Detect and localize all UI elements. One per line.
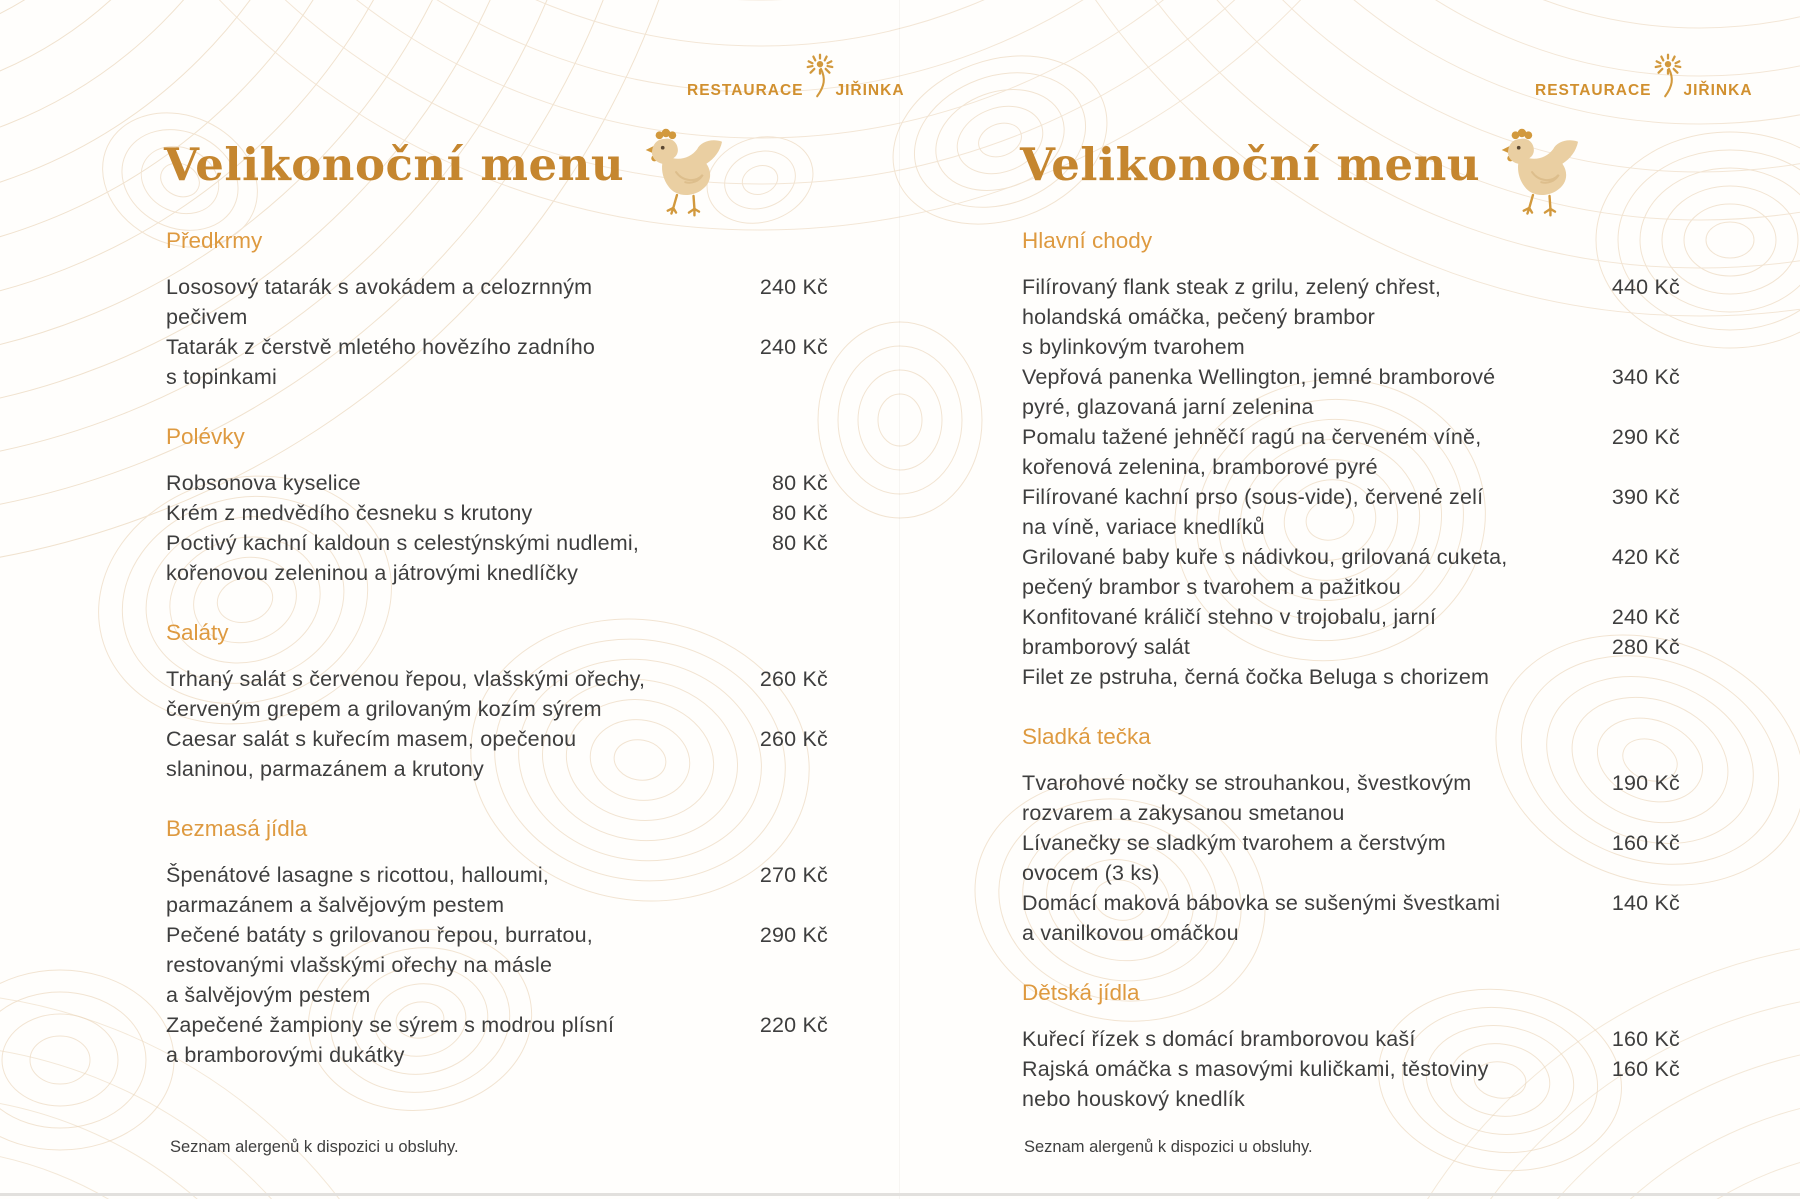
- menu-item-text: Krém z medvědího česneku s krutony: [166, 501, 533, 525]
- menu-item-row: [1022, 1024, 1680, 1054]
- menu-item-price: 290 Kč: [1611, 425, 1680, 449]
- menu-section: [1022, 978, 1680, 1114]
- section-heading: Polévky: [166, 424, 245, 449]
- menu-item-row: [166, 664, 828, 694]
- menu-item-text: a šalvějovým pestem: [166, 983, 371, 1007]
- logo-word-jirinka: JIŘINKA: [1683, 82, 1753, 99]
- menu-item-row: [166, 980, 828, 1010]
- menu-item-text: bramborový salát: [1022, 635, 1191, 659]
- menu-item-row: [166, 362, 828, 392]
- menu-item-price: 340 Kč: [1611, 365, 1680, 389]
- menu-item-text: Filet ze pstruha, černá čočka Beluga s chorizem: [1022, 665, 1490, 689]
- restaurant-logo: [1535, 52, 1753, 99]
- menu-item-row: [166, 920, 828, 950]
- menu-item-text: na víně, variace knedlíků: [1022, 515, 1265, 539]
- dahlia-flower-icon: [1651, 52, 1685, 99]
- menu-item-row: [1022, 768, 1680, 798]
- menu-item-text: nebo houskový knedlík: [1022, 1087, 1245, 1111]
- menu-item-row: [166, 860, 828, 890]
- menu-item-price: 270 Kč: [759, 863, 828, 887]
- menu-item-row: [166, 950, 828, 980]
- dahlia-flower-icon: [803, 52, 837, 99]
- menu-item-text: pyré, glazovaná jarní zelenina: [1022, 395, 1314, 419]
- menu-item-text: červeným grepem a grilovaným kozím sýrem: [166, 697, 602, 721]
- easter-hen-illustration: [1498, 124, 1590, 222]
- page-title: Velikonoční menu: [164, 138, 625, 191]
- menu-sections: [1022, 226, 1680, 1114]
- menu-item-row: [166, 498, 828, 528]
- menu-item-price: 80 Kč: [772, 471, 828, 495]
- menu-item-price: 440 Kč: [1611, 275, 1680, 299]
- menu-item-text: Grilované baby kuře s nádivkou, grilovaná cuketa,: [1022, 545, 1508, 569]
- menu-item-row: [166, 272, 828, 302]
- menu-item-price: 260 Kč: [759, 667, 828, 691]
- menu-item-text: ovocem (3 ks): [1022, 861, 1160, 885]
- menu-item-text: Poctivý kachní kaldoun s celestýnskými nudlemi,: [166, 531, 640, 555]
- menu-item-row: [1022, 302, 1680, 332]
- menu-item-row: [1022, 858, 1680, 888]
- menu-item-row: [1022, 452, 1680, 482]
- menu-item-text: Rajská omáčka s masovými kuličkami, těstoviny: [1022, 1057, 1489, 1081]
- menu-item-text: Filírovaný flank steak z grilu, zelený chřest,: [1022, 275, 1442, 299]
- menu-item-text: holandská omáčka, pečený brambor: [1022, 305, 1375, 329]
- menu-item-text: Špenátové lasagne s ricottou, halloumi,: [166, 863, 550, 887]
- menu-item-price: 80 Kč: [772, 501, 828, 525]
- logo-word-restaurace: RESTAURACE: [687, 82, 804, 99]
- menu-item-row: [1022, 632, 1680, 662]
- menu-item-text: parmazánem a šalvějovým pestem: [166, 893, 505, 917]
- menu-item-row: [166, 528, 828, 558]
- menu-item-text: Kuřecí řízek s domácí bramborovou kaší: [1022, 1027, 1416, 1051]
- menu-item-price: 280 Kč: [1611, 635, 1680, 659]
- menu-item-text: restovanými vlašskými ořechy na másle: [166, 953, 553, 977]
- section-heading: Bezmasá jídla: [166, 816, 308, 841]
- allergen-note: Seznam alergenů k dispozici u obsluhy.: [1024, 1138, 1313, 1156]
- menu-item-row: [1022, 1084, 1680, 1114]
- section-heading: Saláty: [166, 620, 229, 645]
- menu-item-row: [1022, 572, 1680, 602]
- menu-item-row: [1022, 602, 1680, 632]
- menu-item-row: [1022, 392, 1680, 422]
- menu-item-text: slaninou, parmazánem a krutony: [166, 757, 484, 781]
- menu-item-row: [166, 1040, 828, 1070]
- allergen-note: Seznam alergenů k dispozici u obsluhy.: [170, 1138, 459, 1156]
- menu-item-row: [1022, 332, 1680, 362]
- menu-item-price: 290 Kč: [759, 923, 828, 947]
- menu-item-text: Konfitované králičí stehno v trojobalu, jarní: [1022, 605, 1437, 629]
- menu-item-text: pečený brambor s tvarohem a pažitkou: [1022, 575, 1401, 599]
- menu-item-row: [166, 302, 828, 332]
- menu-item-text: rozvarem a zakysanou smetanou: [1022, 801, 1345, 825]
- menu-item-row: [166, 1010, 828, 1040]
- easter-hen-illustration: [642, 124, 734, 222]
- menu-item-price: 140 Kč: [1611, 891, 1680, 915]
- section-heading: Předkrmy: [166, 228, 263, 253]
- menu-item-text: kořenová zelenina, bramborové pyré: [1022, 455, 1378, 479]
- menu-item-price: 260 Kč: [759, 727, 828, 751]
- menu-item-text: Lívanečky se sladkým tvarohem a čerstvým: [1022, 831, 1446, 855]
- menu-item-row: [1022, 1054, 1680, 1084]
- menu-item-row: [1022, 362, 1680, 392]
- menu-sections: [166, 226, 828, 1070]
- menu-item-text: kořenovou zeleninou a játrovými knedlíčky: [166, 561, 579, 585]
- menu-item-price: 390 Kč: [1611, 485, 1680, 509]
- menu-item-price: 190 Kč: [1611, 771, 1680, 795]
- menu-item-text: Robsonova kyselice: [166, 471, 361, 495]
- menu-item-price: 240 Kč: [759, 335, 828, 359]
- menu-section: [1022, 722, 1680, 948]
- menu-item-price: 160 Kč: [1611, 831, 1680, 855]
- menu-item-row: [1022, 512, 1680, 542]
- menu-item-text: Tvarohové nočky se strouhankou, švestkovým: [1022, 771, 1472, 795]
- section-heading: Hlavní chody: [1022, 228, 1153, 253]
- menu-item-price: 160 Kč: [1611, 1057, 1680, 1081]
- menu-item-price: 80 Kč: [772, 531, 828, 555]
- menu-section: [166, 618, 828, 784]
- menu-item-row: [1022, 272, 1680, 302]
- menu-item-text: Filírované kachní prso (sous-vide), červené zelí: [1022, 485, 1484, 509]
- section-heading: Dětská jídla: [1022, 980, 1140, 1005]
- logo-word-jirinka: JIŘINKA: [835, 82, 905, 99]
- menu-item-row: [166, 468, 828, 498]
- menu-item-row: [1022, 662, 1680, 692]
- menu-item-row: [166, 890, 828, 920]
- menu-item-row: [1022, 828, 1680, 858]
- menu-item-text: Caesar salát s kuřecím masem, opečenou: [166, 727, 577, 751]
- menu-item-row: [166, 694, 828, 724]
- menu-item-row: [166, 558, 828, 588]
- menu-item-row: [1022, 422, 1680, 452]
- menu-item-text: Zapečené žampiony se sýrem s modrou plísní: [166, 1013, 615, 1037]
- menu-section: [166, 226, 828, 392]
- menu-item-row: [1022, 798, 1680, 828]
- menu-item-row: [1022, 918, 1680, 948]
- menu-item-price: 420 Kč: [1611, 545, 1680, 569]
- logo-word-restaurace: RESTAURACE: [1535, 82, 1652, 99]
- menu-item-text: Pomalu tažené jehněčí ragú na červeném víně,: [1022, 425, 1482, 449]
- menu-item-price: 160 Kč: [1611, 1027, 1680, 1051]
- menu-section: [166, 422, 828, 588]
- menu-item-row: [1022, 888, 1680, 918]
- menu-item-price: 220 Kč: [759, 1013, 828, 1037]
- menu-item-text: s bylinkovým tvarohem: [1022, 335, 1245, 359]
- menu-item-row: [1022, 542, 1680, 572]
- restaurant-logo: [687, 52, 905, 99]
- page-title: Velikonoční menu: [1020, 138, 1481, 191]
- menu-item-text: pečivem: [166, 305, 248, 329]
- menu-item-row: [1022, 482, 1680, 512]
- menu-item-text: Pečené batáty s grilovanou řepou, burratou,: [166, 923, 593, 947]
- section-heading: Sladká tečka: [1022, 724, 1151, 749]
- menu-item-text: Lososový tatarák s avokádem a celozrnným: [166, 275, 593, 299]
- menu-section: [1022, 226, 1680, 692]
- menu-item-price: 240 Kč: [759, 275, 828, 299]
- menu-section: [166, 814, 828, 1070]
- menu-item-text: Vepřová panenka Wellington, jemné bramborové: [1022, 365, 1496, 389]
- menu-item-text: Trhaný salát s červenou řepou, vlašskými ořechy,: [166, 667, 646, 691]
- menu-item-row: [166, 724, 828, 754]
- menu-item-row: [166, 754, 828, 784]
- menu-item-text: a vanilkovou omáčkou: [1022, 921, 1239, 945]
- menu-item-text: a bramborovými dukátky: [166, 1043, 405, 1067]
- menu-item-text: Domácí maková bábovka se sušenými švestkami: [1022, 891, 1501, 915]
- menu-item-text: s topinkami: [166, 365, 277, 389]
- menu-item-row: [166, 332, 828, 362]
- menu-item-price: 240 Kč: [1611, 605, 1680, 629]
- menu-item-text: Tatarák z čerstvě mletého hovězího zadního: [166, 335, 596, 359]
- menu-page-right: [900, 0, 1800, 1199]
